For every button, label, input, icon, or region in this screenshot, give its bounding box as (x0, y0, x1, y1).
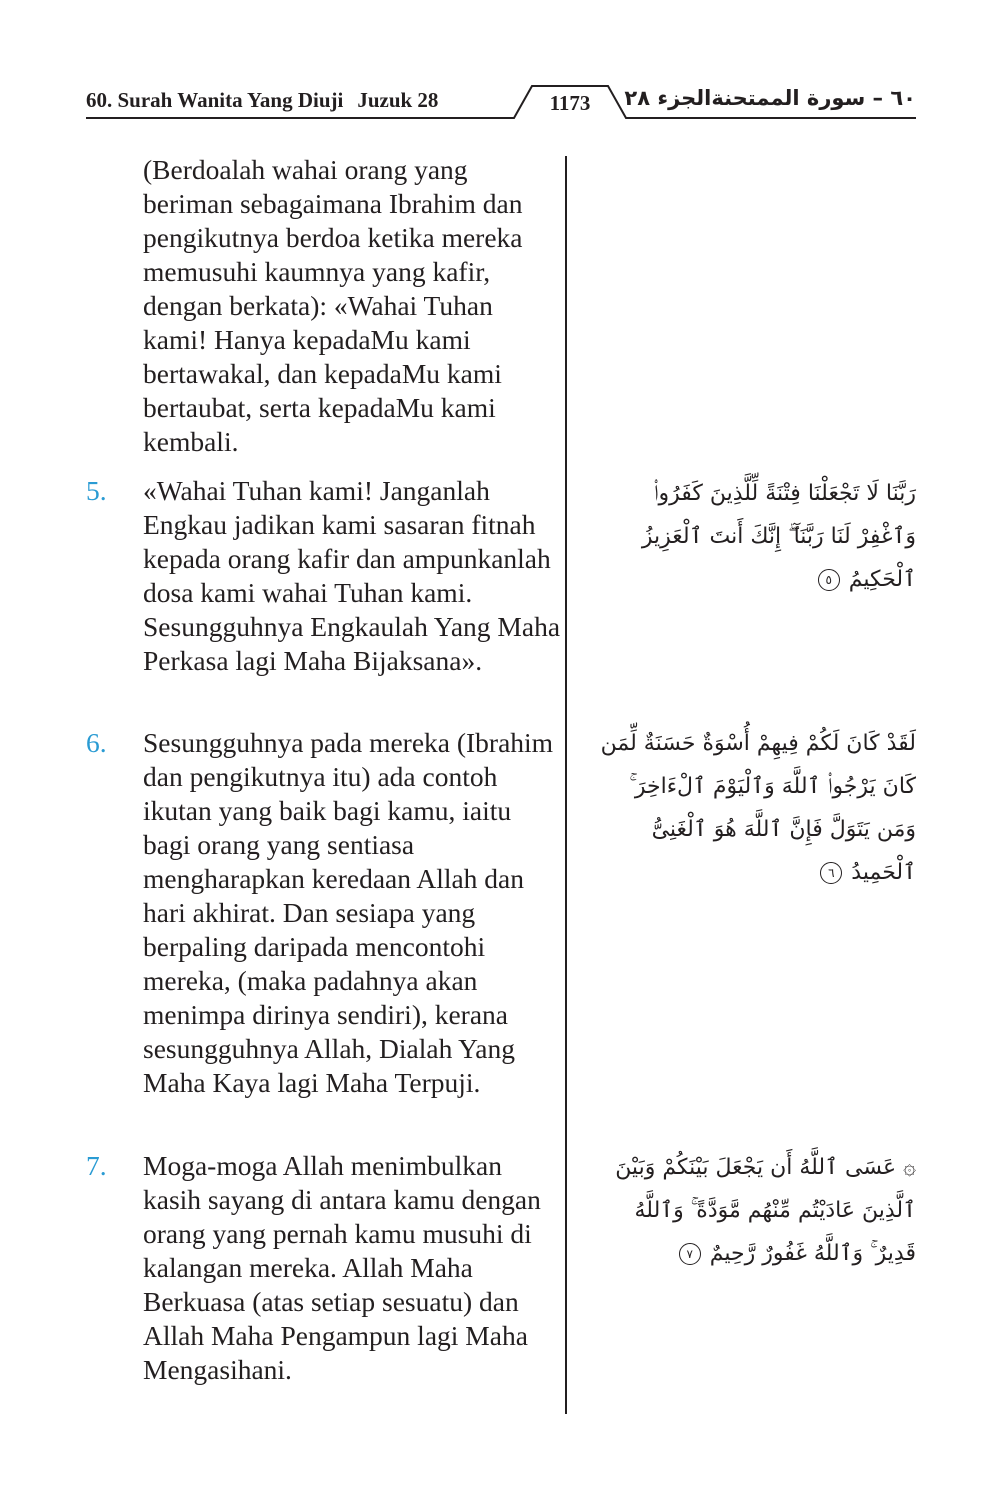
verse-arabic (598, 722, 916, 894)
page-header (86, 82, 916, 122)
juz-label-arabic: الجزء ٢٨ (624, 86, 712, 110)
verse-number: 6. (86, 727, 107, 758)
verse-translation: Moga-moga Allah menimbulkan kasih sayang di antara kamu dengan orang yang pernah kamu musuhi di kalangan mereka. Allah Maha Berkuasa (atas setiap sesuatu) dan Allah Maha Pengampun lagi Maha Mengasihani. (143, 1150, 541, 1385)
verse-arabic (598, 472, 916, 601)
verse-number: 5. (86, 475, 107, 506)
ayah-end-marker: ٦ (820, 862, 842, 884)
intro-paragraph: (Berdoalah wahai orang yang beriman sebagaimana Ibrahim dan pengikutnya berdoa ketika mereka memusuhi kaumnya yang kafir, dengan berkata): «Wahai Tuhan kami! Hanya kepadaMu kami bertawakal, dan kepadaMu kami bertaubat, serta kepadaMu kami kembali. (143, 154, 523, 457)
page-number: 1173 (549, 91, 591, 115)
verse-number: 7. (86, 1150, 107, 1181)
verse-arabic (598, 1146, 916, 1275)
surah-title-arabic: ٦٠ – سورة الممتحنة (711, 86, 916, 110)
ayah-end-marker: ٧ (679, 1243, 701, 1265)
arabic-text: ۞ عَسَى ٱللَّهُ أَن يَجْعَلَ بَيْنَكُمْ وَبَيْنَ ٱلَّذِينَ عَادَيْتُم مِّنْهُم مَّوَدَّةً ۚ وَٱللَّهُ قَدِيرٌ ۚ وَٱللَّهُ غَفُورٌ رَّحِيمٌ (615, 1155, 916, 1266)
juz-label: Juzuk 28 (357, 88, 439, 112)
arabic-text: رَبَّنَا لَا تَجْعَلْنَا فِتْنَةً لِّلَّذِينَ كَفَرُوا۟ وَٱغْفِرْ لَنَا رَبَّنَآ ۖ إِنَّكَ أَنتَ ٱلْعَزِيزُ ٱلْحَكِيمُ (641, 481, 916, 592)
surah-title-latin (86, 88, 438, 113)
verse-translation: «Wahai Tuhan kami! Janganlah Engkau jadikan kami sasaran fitnah kepada orang kafir dan ampunkanlah dosa kami wahai Tuhan kami. Sesungguhnya Engkaulah Yang Maha Perkasa lagi Maha Bijaksana». (143, 475, 561, 676)
arabic-text: لَقَدْ كَانَ لَكُمْ فِيهِمْ أُسْوَةٌ حَسَنَةٌ لِّمَن كَانَ يَرْجُوا۟ ٱللَّهَ وَٱلْيَوْمَ ٱلْءَاخِرَ ۚ وَمَن يَتَوَلَّ فَإِنَّ ٱللَّهَ هُوَ ٱلْغَنِىُّ ٱلْحَمِيدُ (600, 731, 916, 885)
ayah-end-marker: ٥ (818, 569, 840, 591)
column-divider (565, 156, 567, 1414)
surah-title: 60. Surah Wanita Yang Diuji (86, 88, 344, 112)
surah-title-arabic-group (562, 86, 916, 110)
verse-translation: Sesungguhnya pada mereka (Ibrahim dan pengikutnya itu) ada contoh ikutan yang baik bagi kamu, iaitu bagi orang yang sentiasa mengharapkan keredaan Allah dan hari akhirat. Dan sesiapa yang berpaling daripada mencontohi mereka, (maka padahnya akan menimpa dirinya sendiri), kerana sesungguhnya Allah, Dialah Yang Maha Kaya lagi Maha Terpuji. (143, 727, 554, 1098)
